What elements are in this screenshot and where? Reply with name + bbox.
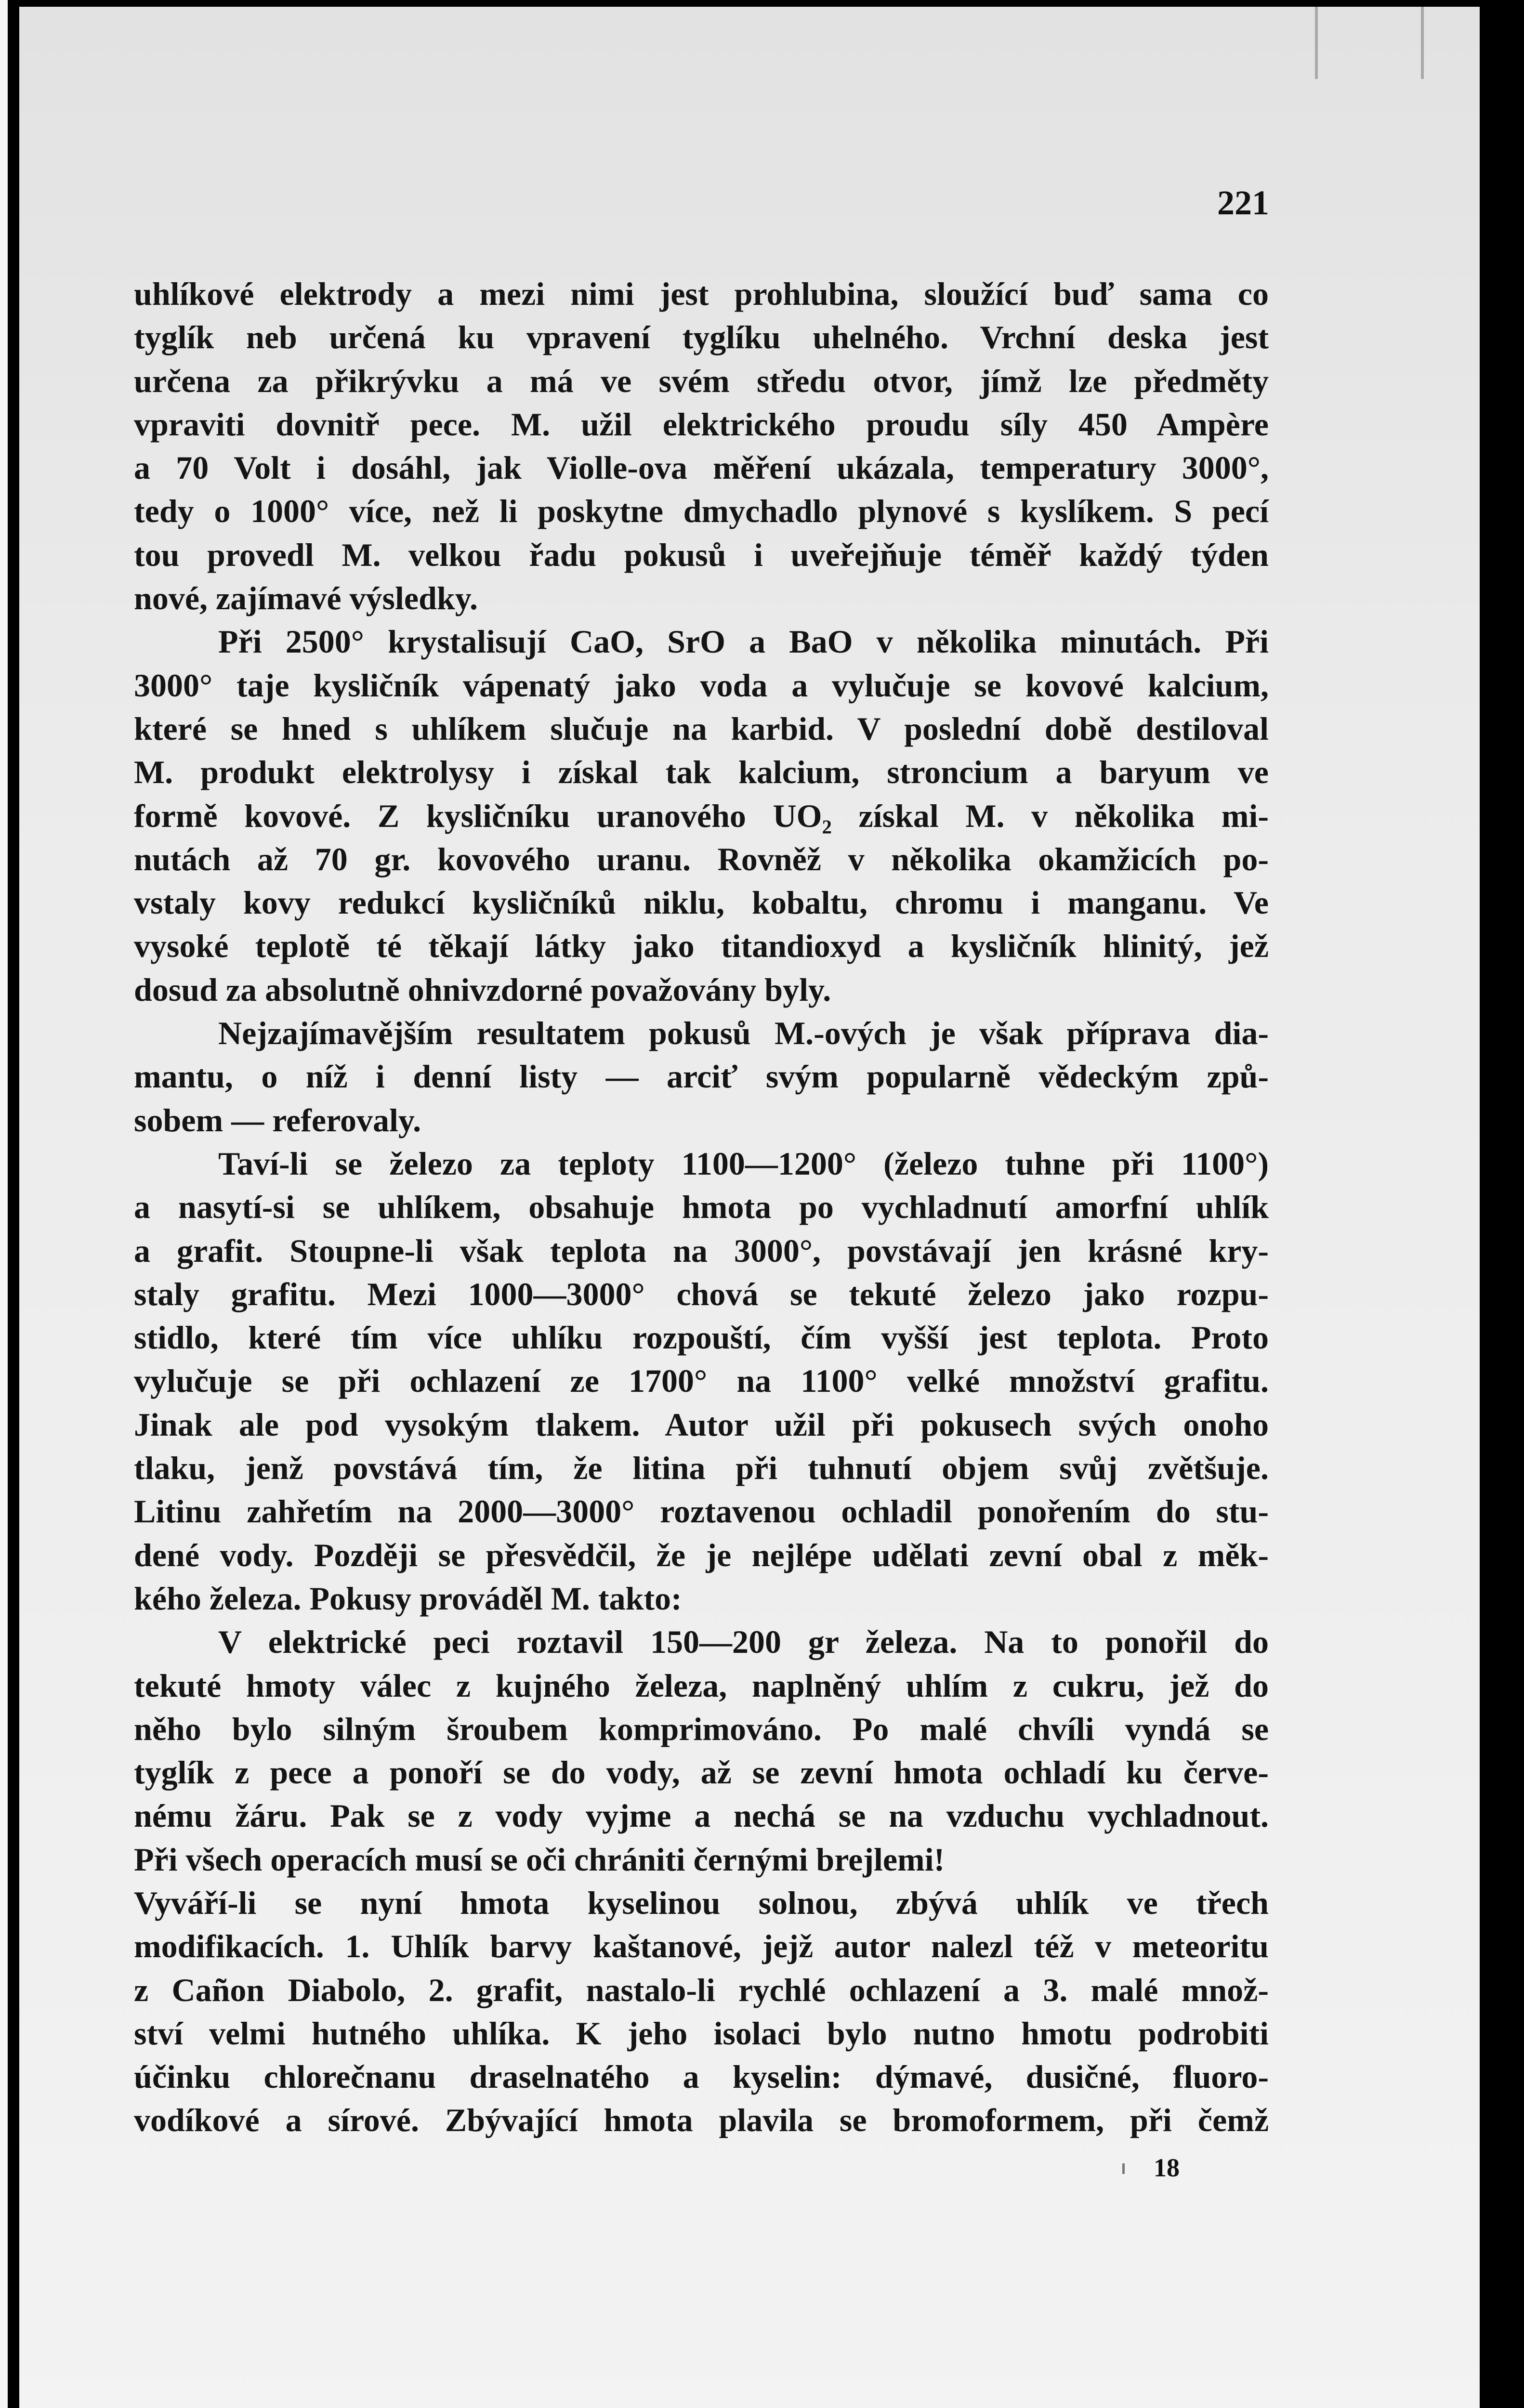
text-line: a 70 Volt i dosáhl, jak Violle-ova měření ukázala, temperatury 3000°, [134,449,1269,486]
text-line: vysoké teplotě té těkají látky jako titandioxyd a kysličník hlinitý, jež [134,928,1269,965]
text-line: tyglík neb určená ku vpravení tyglíku uhelného. Vrchní deska jest [134,319,1269,356]
scan-artifact [1315,7,1318,79]
text-line: tlaku, jenž povstává tím, že litina při tuhnutí objem svůj zvětšuje. [134,1450,1269,1487]
text-line: vpraviti dovnitř pece. M. užil elektrického proudu síly 450 Ampère [134,406,1269,443]
text-line: Při 2500° krystalisují CaO, SrO a BaO v několika minutách. Při [218,623,1269,660]
text-line: které se hned s uhlíkem slučuje na karbid. V poslední době destiloval [134,710,1269,747]
text-line: tedy o 1000° více, než li poskytne dmychadlo plynové s kyslíkem. S pecí [134,493,1269,530]
text-line: vodíkové a sírové. Zbývající hmota plavila se bromoformem, při čemž [134,2102,1269,2139]
text-line: Jinak ale pod vysokým tlakem. Autor užil při pokusech svých onoho [134,1406,1269,1443]
text-line: sobem — referovaly. [134,1101,421,1139]
text-line: vylučuje se při ochlazení ze 1700° na 1100° velké množství grafitu. [134,1362,1269,1400]
body-text [134,272,1269,2142]
text-line: něho bylo silným šroubem komprimováno. Po malé chvíli vyndá se [134,1710,1269,1747]
paragraph [134,620,1269,1011]
text-line: M. produkt elektrolysy i získal tak kalcium, stroncium a baryum ve [134,754,1269,791]
text-line: ství velmi hutného uhlíka. K jeho isolaci bylo nutno hmotu podrobiti [134,2015,1269,2052]
text-line: 3000° taje kysličník vápenatý jako voda a vylučuje se kovové kalcium, [134,667,1269,704]
text-line: tyglík z pece a ponoří se do vody, až se zevní hmota ochladí ku červe- [134,1754,1269,1791]
signature-mark: 18 [1154,2153,1180,2182]
text-line: Taví-li se železo za teploty 1100—1200° (železo tuhne při 1100°) [218,1145,1269,1182]
text-line: tekuté hmoty válec z kujného železa, naplněný uhlím z cukru, jež do [134,1667,1269,1704]
text-line: modifikacích. 1. Uhlík barvy kaštanové, jejž autor nalezl též v meteoritu [134,1928,1269,1965]
text-line: stidlo, které tím více uhlíku rozpouští, čím vyšší jest teplota. Proto [134,1319,1269,1356]
paragraph [134,1620,1269,1881]
text-line: mantu, o níž i denní listy — arciť svým popularně vědeckým způ- [134,1058,1269,1095]
text-line: Při všech operacích musí se oči chrániti černými brejlemi! [134,1841,945,1878]
text-line: tou provedl M. velkou řadu pokusů i uveřejňuje téměř každý týden [134,536,1269,573]
paragraph [134,1881,1269,2142]
text-line: dené vody. Později se přesvědčil, že je nejlépe udělati zevní obal z měk- [134,1536,1269,1573]
text-line: vstaly kovy redukcí kysličníků niklu, kobaltu, chromu i manganu. Ve [134,884,1269,921]
text-line: staly grafitu. Mezi 1000—3000° chová se tekuté železo jako rozpu- [134,1275,1269,1312]
text-line: a nasytí-si se uhlíkem, obsahuje hmota po vychladnutí amorfní uhlík [134,1189,1269,1226]
text-line: nutách až 70 gr. kovového uranu. Rovněž v několika okamžicích po- [134,840,1269,877]
paragraph [134,272,1269,620]
text-line: účinku chlorečnanu draselnatého a kyselin: dýmavé, dusičné, fluoro- [134,2058,1269,2095]
page-number: 221 [1217,183,1269,222]
text-line: a grafit. Stoupne-li však teplota na 3000°, povstávají jen krásné kry- [134,1232,1269,1269]
paragraph [134,1011,1269,1142]
text-line: z Cañon Diabolo, 2. grafit, nastalo-li rychlé ochlazení a 3. malé množ- [134,1971,1269,2008]
text-line: formě kovové. Z kysličníku uranového UO₂ získal M. v několika mi- [134,797,1269,834]
text-line: uhlíkové elektrody a mezi nimi jest prohlubina, sloužící buď sama co [134,275,1269,312]
text-line: kého železa. Pokusy prováděl M. takto: [134,1580,682,1617]
text-line: nové, zajímavé výsledky. [134,580,478,617]
scan-artifact [1421,7,1424,79]
text-line: V elektrické peci roztavil 150—200 gr železa. Na to ponořil do [218,1623,1269,1661]
text-line: Nejzajímavějším resultatem pokusů M.-ových je však příprava dia- [218,1015,1269,1052]
paragraph [134,1142,1269,1620]
scan-artifact [1122,2163,1125,2174]
text-line: dosud za absolutně ohnivzdorné považovány byly. [134,971,831,1008]
text-line: Litinu zahřetím na 2000—3000° roztavenou ochladil ponořením do stu- [134,1493,1269,1530]
text-line: nému žáru. Pak se z vody vyjme a nechá se na vzduchu vychladnout. [134,1797,1269,1834]
text-line: Vyváří-li se nyní hmota kyselinou solnou, zbývá uhlík ve třech [134,1884,1269,1921]
text-line: určena za přikrývku a má ve svém středu otvor, jímž lze předměty [134,362,1269,399]
